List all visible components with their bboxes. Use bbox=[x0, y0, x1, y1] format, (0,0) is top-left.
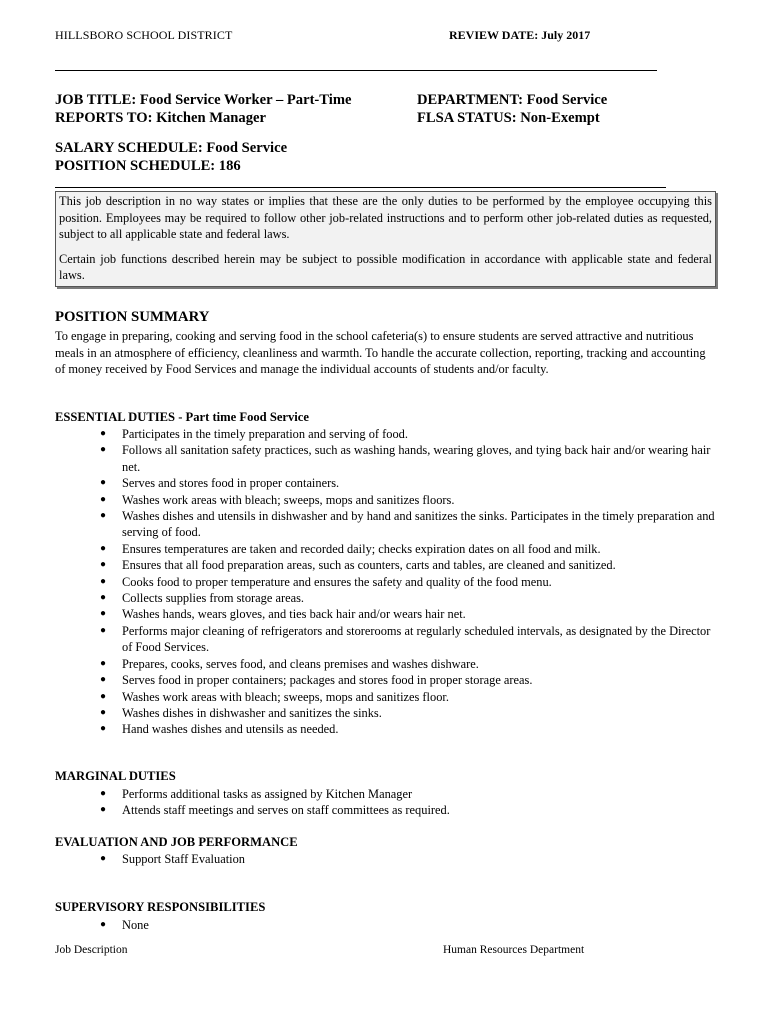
list-item-text: Washes dishes in dishwasher and sanitizes the sinks. bbox=[122, 705, 382, 720]
bullet-icon: ● bbox=[100, 592, 107, 604]
disclaimer-box bbox=[55, 191, 716, 287]
list-item-text: Washes dishes and utensils in dishwasher and by hand and sanitizes the sinks. Participates in the timely preparation and serving of food. bbox=[122, 509, 715, 540]
list-item-text: Support Staff Evaluation bbox=[122, 852, 245, 866]
list-item bbox=[55, 606, 715, 622]
list-item bbox=[55, 672, 715, 688]
header-rule bbox=[55, 70, 657, 71]
list-item-text: Washes work areas with bleach; sweeps, mops and sanitizes floors. bbox=[122, 492, 455, 507]
list-item-text: Attends staff meetings and serves on staff committees as required. bbox=[122, 803, 450, 818]
list-item-text: Participates in the timely preparation and serving of food. bbox=[122, 427, 408, 441]
evaluation-list bbox=[55, 851, 715, 867]
list-item bbox=[55, 426, 715, 442]
bullet-icon: ● bbox=[100, 706, 107, 718]
list-item bbox=[55, 590, 715, 606]
position-summary-text: To engage in preparing, cooking and serving food in the school cafeteria(s) to ensure students are served attractive and nutritious meals in an atmosphere of efficiency, cleanliness and warmth. To handle the accurate collection, reporting, tracking and accounting of money received by Food Services and manage the individual accounts of students and/or faculty. bbox=[55, 329, 706, 376]
list-item bbox=[55, 557, 715, 573]
list-item bbox=[55, 721, 715, 737]
list-item bbox=[55, 705, 715, 721]
position-summary-title: POSITION SUMMARY bbox=[55, 309, 210, 325]
list-item-text: Performs major cleaning of refrigerators and storerooms at regularly scheduled intervals, as designated by the Director of Food Services. bbox=[122, 623, 711, 655]
list-item-text: Collects supplies from storage areas. bbox=[122, 591, 305, 606]
bullet-icon: ● bbox=[100, 444, 107, 456]
bullet-icon: ● bbox=[100, 477, 107, 489]
list-item bbox=[55, 917, 715, 933]
list-item-text: Washes hands, wears gloves, and ties back hair and/or wears hair net. bbox=[122, 607, 466, 622]
bullet-icon: ● bbox=[100, 690, 107, 702]
job-title: JOB TITLE: Food Service Worker – Part-Time bbox=[55, 92, 352, 108]
list-item-text: Prepares, cooks, serves food, and cleans premises and washes dishware. bbox=[122, 656, 479, 671]
bullet-icon: ● bbox=[100, 608, 107, 620]
supervisory-list bbox=[55, 917, 715, 933]
disclaimer-paragraph-1: This job description in no way states or implies that these are the only duties to be performed by the employee occupying this position. Employees may be required to follow other job-related instructions and to perform other job-related duties as requested, subject to all applicable state and federal laws. bbox=[59, 194, 712, 242]
list-item bbox=[55, 492, 715, 508]
list-item-text: Follows all sanitation safety practices, such as washing hands, wearing gloves, and tying back hair and/or wearing hair net. bbox=[122, 443, 711, 474]
list-item-text: Hand washes dishes and utensils as needed. bbox=[122, 722, 339, 737]
list-item-text: Performs additional tasks as assigned by Kitchen Manager bbox=[122, 787, 413, 801]
bullet-icon: ● bbox=[100, 575, 107, 587]
list-item bbox=[55, 851, 715, 867]
list-item-text: Cooks food to proper temperature and ensures the safety and quality of the food menu. bbox=[122, 574, 552, 589]
list-item-text: Ensures temperatures are taken and recorded daily; checks expiration dates on all food and milk. bbox=[122, 541, 601, 556]
bullet-icon: ● bbox=[100, 788, 107, 799]
list-item-text: Serves food in proper containers; packages and stores food in proper storage areas. bbox=[122, 673, 533, 688]
salary-schedule: SALARY SCHEDULE: Food Service bbox=[55, 140, 288, 156]
essential-duties-title: ESSENTIAL DUTIES - Part time Food Service bbox=[55, 410, 309, 424]
section-rule bbox=[55, 187, 666, 188]
district-name: HILLSBORO SCHOOL DISTRICT bbox=[55, 28, 233, 42]
list-item bbox=[55, 541, 715, 557]
bullet-icon: ● bbox=[100, 919, 107, 930]
list-item bbox=[55, 508, 715, 541]
list-item bbox=[55, 623, 715, 656]
bullet-icon: ● bbox=[100, 853, 107, 864]
list-item-text: Washes work areas with bleach; sweeps, mops and sanitizes floor. bbox=[122, 689, 449, 704]
list-item bbox=[55, 689, 715, 705]
bullet-icon: ● bbox=[100, 428, 107, 439]
job-info-right bbox=[417, 91, 607, 127]
bullet-icon: ● bbox=[100, 657, 107, 669]
department: DEPARTMENT: Food Service bbox=[417, 92, 608, 108]
bullet-icon: ● bbox=[100, 542, 107, 554]
flsa-status: FLSA STATUS: Non-Exempt bbox=[417, 110, 600, 126]
review-date: REVIEW DATE: July 2017 bbox=[449, 28, 591, 42]
footer-left: Job Description bbox=[55, 944, 128, 956]
list-item bbox=[55, 442, 715, 475]
job-info-left bbox=[55, 91, 351, 127]
bullet-icon: ● bbox=[100, 559, 107, 571]
marginal-duties-title: MARGINAL DUTIES bbox=[55, 769, 176, 783]
disclaimer-paragraph-2: Certain job functions described herein may be subject to possible modification in accordance with applicable state and federal laws. bbox=[59, 251, 712, 283]
list-item bbox=[55, 475, 715, 491]
list-item bbox=[55, 786, 715, 802]
list-item-text: Ensures that all food preparation areas, such as counters, carts and tables, are cleaned and sanitized. bbox=[122, 558, 616, 573]
bullet-icon: ● bbox=[100, 510, 107, 522]
list-item-text: Serves and stores food in proper containers. bbox=[122, 476, 340, 491]
list-item-text: None bbox=[122, 918, 149, 932]
list-item bbox=[55, 656, 715, 672]
bullet-icon: ● bbox=[100, 624, 107, 636]
bullet-icon: ● bbox=[100, 804, 107, 816]
reports-to: REPORTS TO: Kitchen Manager bbox=[55, 110, 266, 126]
essential-duties-list bbox=[55, 426, 715, 738]
schedule-info bbox=[55, 139, 287, 175]
list-item bbox=[55, 574, 715, 590]
bullet-icon: ● bbox=[100, 723, 107, 735]
supervisory-title: SUPERVISORY RESPONSIBILITIES bbox=[55, 900, 266, 914]
bullet-icon: ● bbox=[100, 674, 107, 686]
position-schedule: POSITION SCHEDULE: 186 bbox=[55, 158, 241, 174]
footer-right: Human Resources Department bbox=[443, 944, 585, 956]
list-item bbox=[55, 802, 715, 818]
bullet-icon: ● bbox=[100, 493, 107, 505]
evaluation-title: EVALUATION AND JOB PERFORMANCE bbox=[55, 835, 298, 849]
marginal-duties-list bbox=[55, 786, 715, 819]
